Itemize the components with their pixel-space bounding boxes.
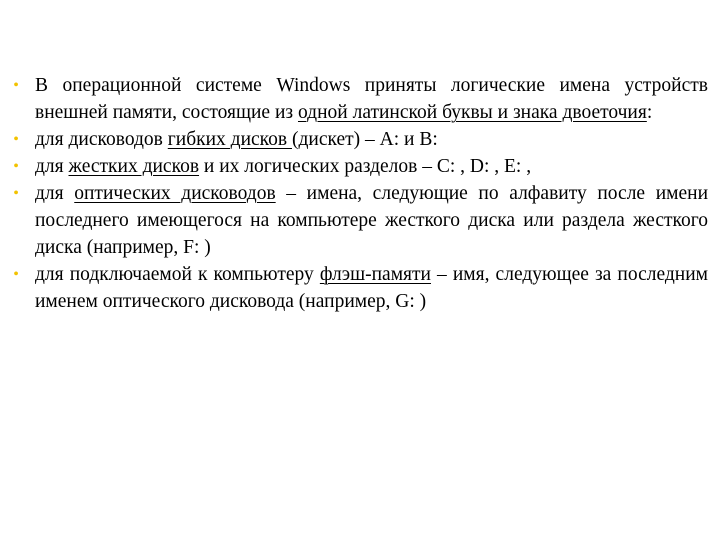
item-text: для дисководов <box>35 129 168 150</box>
item-text: (дискет) – А: и В: <box>291 129 438 150</box>
item-text: для <box>35 183 75 204</box>
item-text-underlined: флэш-памяти <box>319 264 431 285</box>
round-bullet-icon: • <box>13 266 19 283</box>
bullet-list <box>8 72 708 315</box>
bullet-item-optical-drives <box>8 180 708 261</box>
item-text-underlined: оптических дисководов <box>74 183 276 204</box>
round-bullet-icon: • <box>13 131 19 148</box>
item-text-underlined: гибких дисков <box>167 129 292 150</box>
round-bullet-icon: • <box>13 158 19 175</box>
item-text: для подключаемой к компьютеру <box>35 264 320 285</box>
item-text: В операционной системе Windows приняты логические имена устройств внешней памяти, состоящие из <box>35 75 708 123</box>
item-text-underlined: жестких дисков <box>68 156 200 177</box>
round-bullet-icon: • <box>13 185 19 202</box>
bullet-item-floppy-drives <box>8 126 708 153</box>
item-text-underlined: одной латинской буквы и знака двоеточия <box>297 102 647 123</box>
round-bullet-icon: • <box>13 77 19 94</box>
bullet-item-hard-drives <box>8 153 708 180</box>
bullet-item-flash-memory <box>8 261 708 315</box>
item-text: для <box>35 156 69 177</box>
item-text: – имена, следующие по алфавиту после имени последнего имеющегося на компьютере жесткого диска или раздела жесткого диска (например, F: ) <box>35 183 709 258</box>
item-text: и их логических разделов – С: , D: , E: , <box>199 156 532 177</box>
bullet-item-logical-names <box>8 72 708 126</box>
item-text: – имя, следующее за последним именем оптического дисковода (например, G: ) <box>35 264 708 312</box>
item-text: : <box>646 102 653 123</box>
